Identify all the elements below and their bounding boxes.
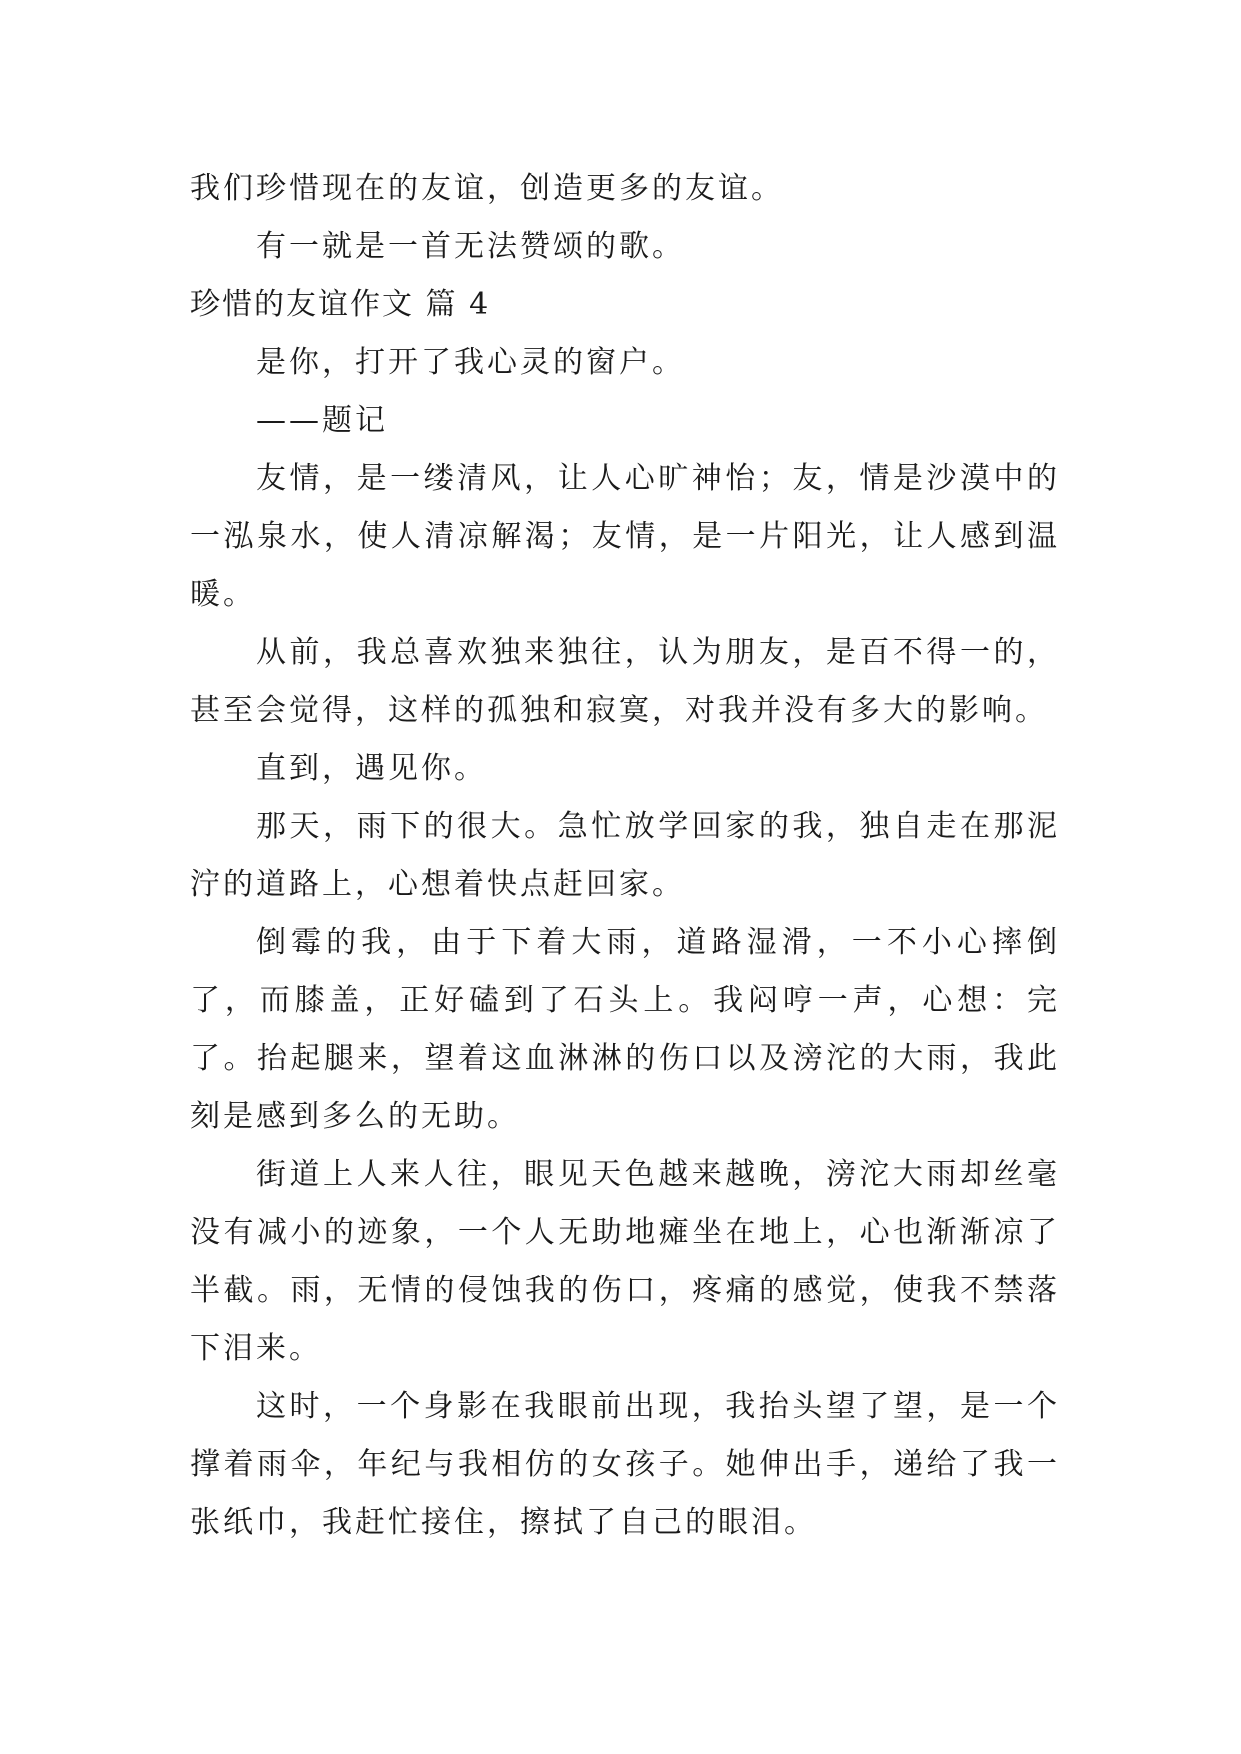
paragraph-9: 这时，一个身影在我眼前出现，我抬头望了望，是一个撑着雨伞，年纪与我相仿的女孩子。她伸出手，递给了我一张纸巾，我赶忙接住，擦拭了自己的眼泪。: [190, 1389, 1060, 1540]
paragraph-3: 友情，是一缕清风，让人心旷神怡；友，情是沙漠中的一泓泉水，使人清凉解渴；友情，是一片阳光，让人感到温暖。: [190, 461, 1060, 612]
paragraph-2: 有一就是一首无法赞颂的歌。: [256, 229, 685, 264]
paragraph-epigraph: 是你，打开了我心灵的窗户。: [256, 345, 685, 380]
document-body: [190, 160, 1060, 1552]
paragraph-5: 直到，遇见你。: [256, 751, 487, 786]
paragraph-epigraph-attribution: ——题记: [256, 403, 388, 438]
paragraph-1: 我们珍惜现在的友谊，创造更多的友谊。: [190, 171, 784, 206]
paragraph-7: 倒霉的我，由于下着大雨，道路湿滑，一不小心摔倒了，而膝盖，正好磕到了石头上。我闷哼一声，心想：完了。抬起腿来，望着这血淋淋的伤口以及滂沱的大雨，我此刻是感到多么的无助。: [190, 925, 1060, 1134]
section-heading: 珍惜的友谊作文 篇 4: [190, 287, 491, 322]
paragraph-8: 街道上人来人往，眼见天色越来越晚，滂沱大雨却丝毫没有减小的迹象，一个人无助地瘫坐在地上，心也渐渐凉了半截。雨，无情的侵蚀我的伤口，疼痛的感觉，使我不禁落下泪来。: [190, 1157, 1060, 1366]
paragraph-6: 那天，雨下的很大。急忙放学回家的我，独自走在那泥泞的道路上，心想着快点赶回家。: [190, 809, 1060, 902]
paragraph-4: 从前，我总喜欢独来独往，认为朋友，是百不得一的，甚至会觉得，这样的孤独和寂寞，对我并没有多大的影响。: [190, 635, 1060, 728]
